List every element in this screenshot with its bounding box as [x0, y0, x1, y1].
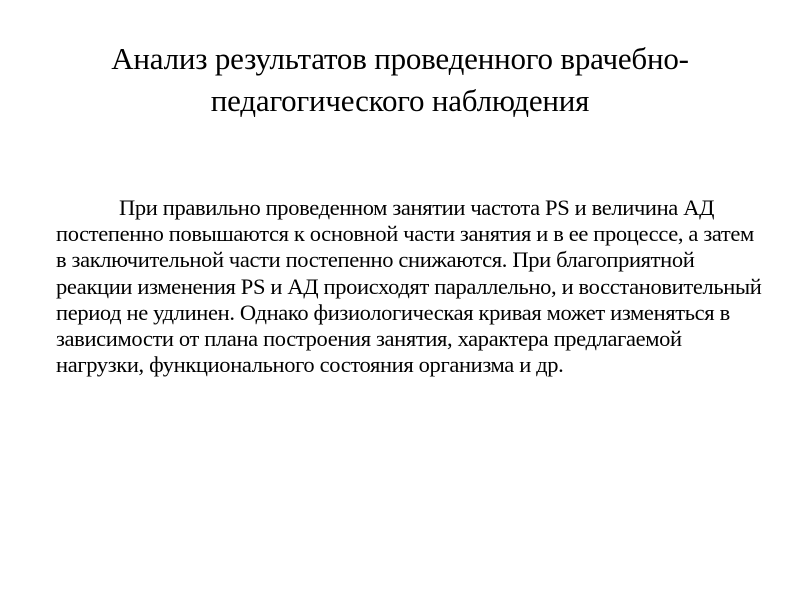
slide-body-text: При правильно проведенном занятии частота PS и величина АД постепенно повышаются к основной части занятия и в ее процессе, а затем в заключительной части постепенно снижаются. При благоприятной реакции изменения PS и АД происходят параллельно, и восстановительный период не удлинен. Однако физиологическая кривая может изменяться в зависимости от плана построения занятия, характера предлагаемой нагрузки, функционального состояния организма и др.: [56, 195, 762, 378]
slide-title: Анализ результатов проведенного врачебно-педагогического наблюдения: [111, 41, 689, 118]
